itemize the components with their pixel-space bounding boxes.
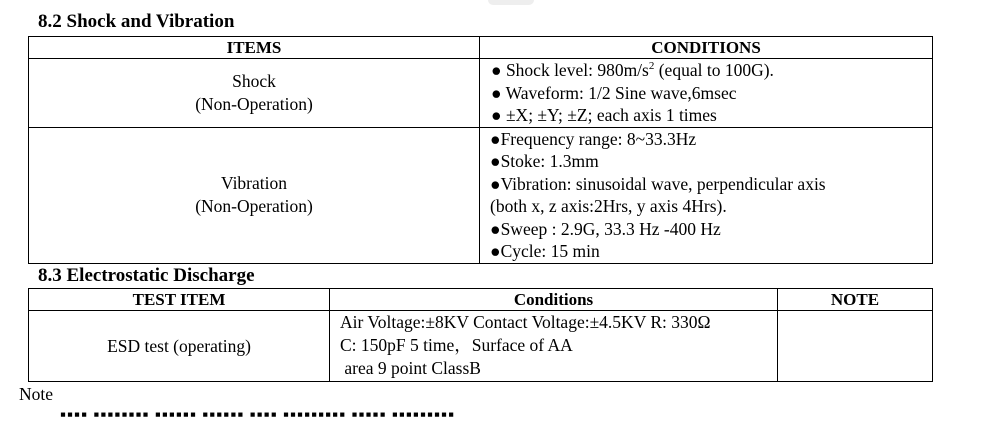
item-qualifier: (Non-Operation) bbox=[195, 196, 313, 216]
condition-line: ● Waveform: 1/2 Sine wave,6msec bbox=[491, 82, 737, 103]
shock-vibration-table bbox=[28, 36, 933, 264]
condition-line: (both x, z axis:2Hrs, y axis 4Hrs). bbox=[490, 196, 727, 216]
condition-line: C: 150pF 5 time，Surface of AA bbox=[340, 335, 573, 355]
conditions-cell-vibration bbox=[480, 127, 933, 263]
condition-line: ●Stoke: 1.3mm bbox=[490, 151, 599, 171]
note-cell bbox=[778, 311, 933, 382]
item-cell-shock bbox=[29, 59, 480, 128]
cut-off-text-row: ▪▪▪▪ ▪▪▪▪▪▪▪▪ ▪▪▪▪▪▪ ▪▪▪▪▪▪ ▪▪▪▪ ▪▪▪▪▪▪▪▪▪ ▪▪▪▪▪ ▪▪▪▪▪▪▪▪▪ bbox=[60, 405, 456, 424]
condition-line: ● ±X; ±Y; ±Z; each axis 1 times bbox=[491, 105, 717, 125]
column-header-note: NOTE bbox=[778, 289, 933, 311]
page-top-decoration bbox=[488, 0, 534, 5]
note-label: Note bbox=[19, 384, 54, 404]
superscript: 2 bbox=[648, 60, 655, 73]
condition-line: ● Shock level: $980m/s^2$ (equal to 100G). bbox=[491, 60, 774, 80]
column-header-test-item: TEST ITEM bbox=[29, 289, 330, 311]
condition-line: ●Vibration: sinusoidal wave, perpendicular axis bbox=[490, 173, 826, 194]
item-name: Vibration bbox=[220, 173, 288, 193]
condition-line: ●Sweep : 2.9G, 33.3 Hz -400 Hz bbox=[490, 218, 721, 239]
section-heading-esd: 8.3 Electrostatic Discharge bbox=[38, 265, 255, 286]
esd-conditions-cell bbox=[330, 311, 778, 382]
item-cell-vibration bbox=[29, 127, 480, 263]
esd-table bbox=[28, 288, 933, 382]
item-qualifier: (Non-Operation) bbox=[195, 93, 313, 114]
condition-line: ●Frequency range: 8~33.3Hz bbox=[490, 128, 697, 149]
condition-line: ●Cycle: 15 min bbox=[490, 241, 600, 261]
item-name: Shock bbox=[232, 70, 276, 91]
column-header-items: ITEMS bbox=[29, 37, 480, 59]
column-header-conditions: Conditions bbox=[330, 289, 778, 311]
condition-line: area 9 point ClassB bbox=[340, 358, 481, 378]
column-header-conditions: CONDITIONS bbox=[480, 37, 933, 59]
conditions-cell-shock bbox=[480, 59, 933, 128]
condition-line: Air Voltage:±8KV Contact Voltage:±4.5KV R: 330Ω bbox=[340, 312, 711, 332]
section-heading-shock-vibration: 8.2 Shock and Vibration bbox=[38, 11, 235, 32]
test-item-cell: ESD test (operating) bbox=[29, 311, 330, 382]
